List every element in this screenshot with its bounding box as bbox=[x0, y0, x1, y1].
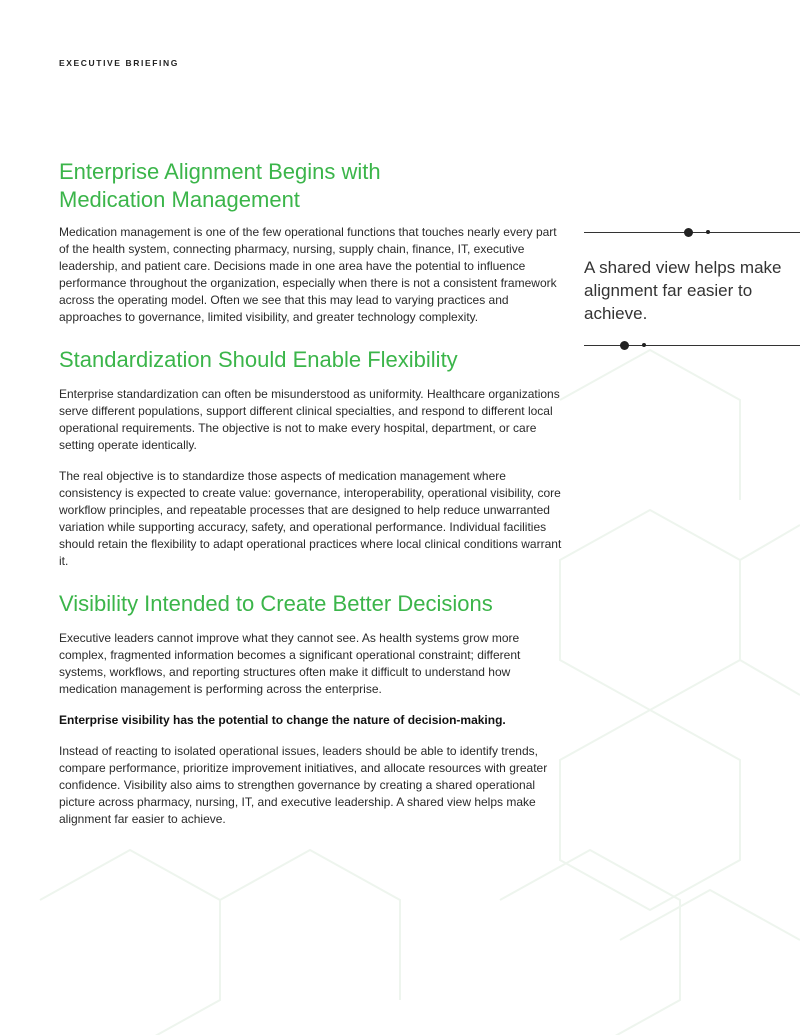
rule-line bbox=[584, 345, 800, 346]
visibility-paragraph-2: Instead of reacting to isolated operational issues, leaders should be able to identify trends, compare performance, prioritize improvement initiatives, and allocate resources with greater confidence. Visibility also aims to strengthen governance by creating a shared operational picture across pharmacy, nursing, IT, and executive leadership. A shared view helps make alignment far easier to achieve. bbox=[59, 744, 548, 826]
title-line-1: Enterprise Alignment Begins with bbox=[59, 159, 381, 184]
visibility-paragraph-1: Executive leaders cannot improve what they cannot see. As health systems grow more complex, fragmented information becomes a significant operational constraint; different systems, workflows, and reporting structures often make it difficult to understand how medication management is performing across the enterprise. bbox=[59, 631, 521, 696]
pull-quote-top-rule bbox=[584, 222, 800, 242]
title-line-2: Medication Management bbox=[59, 187, 300, 212]
rule-large-dot bbox=[684, 228, 693, 237]
pull-quote-text: A shared view helps make alignment far easier to achieve. bbox=[584, 258, 782, 323]
standardization-paragraph-1: Enterprise standardization can often be misunderstood as uniformity. Healthcare organizations serve different populations, support different clinical specialties, and respond to different local operational requirements. The objective is not to make every hospital, department, or care setting operate identically. bbox=[59, 387, 560, 452]
pull-quote-bottom-rule bbox=[584, 335, 800, 355]
rule-small-dot bbox=[706, 230, 710, 234]
eyebrow-label: EXECUTIVE BRIEFING bbox=[59, 58, 179, 68]
main-column bbox=[59, 158, 564, 842]
section-title-alignment bbox=[59, 158, 564, 214]
visibility-bold-statement: Enterprise visibility has the potential to change the nature of decision-making. bbox=[59, 713, 506, 727]
standardization-paragraph-2: The real objective is to standardize those aspects of medication management where consistency is expected to create value: governance, interoperability, operational visibility, core workflow principles, and repeatable processes that are designed to help reduce unwarranted variation while supporting accuracy, safety, and operational performance. Individual facilities should retain the flexibility to adapt operational practices where local clinical conditions warrant it. bbox=[59, 469, 562, 568]
rule-small-dot bbox=[642, 343, 646, 347]
alignment-paragraph: Medication management is one of the few operational functions that touches nearly every part of the health system, connecting pharmacy, nursing, supply chain, finance, IT, executive leadership, and patient care. Decisions made in one area have the potential to influence performance throughout the organization, especially when there is not a consistent framework across the operating model. Often we see that this may lead to varying practices and approaches to governance, limited visibility, and greater technology complexity. bbox=[59, 225, 557, 324]
pull-quote bbox=[584, 222, 800, 355]
section-title-standardization: Standardization Should Enable Flexibility bbox=[59, 347, 458, 372]
section-title-visibility: Visibility Intended to Create Better Decisions bbox=[59, 591, 493, 616]
rule-large-dot bbox=[620, 341, 629, 350]
